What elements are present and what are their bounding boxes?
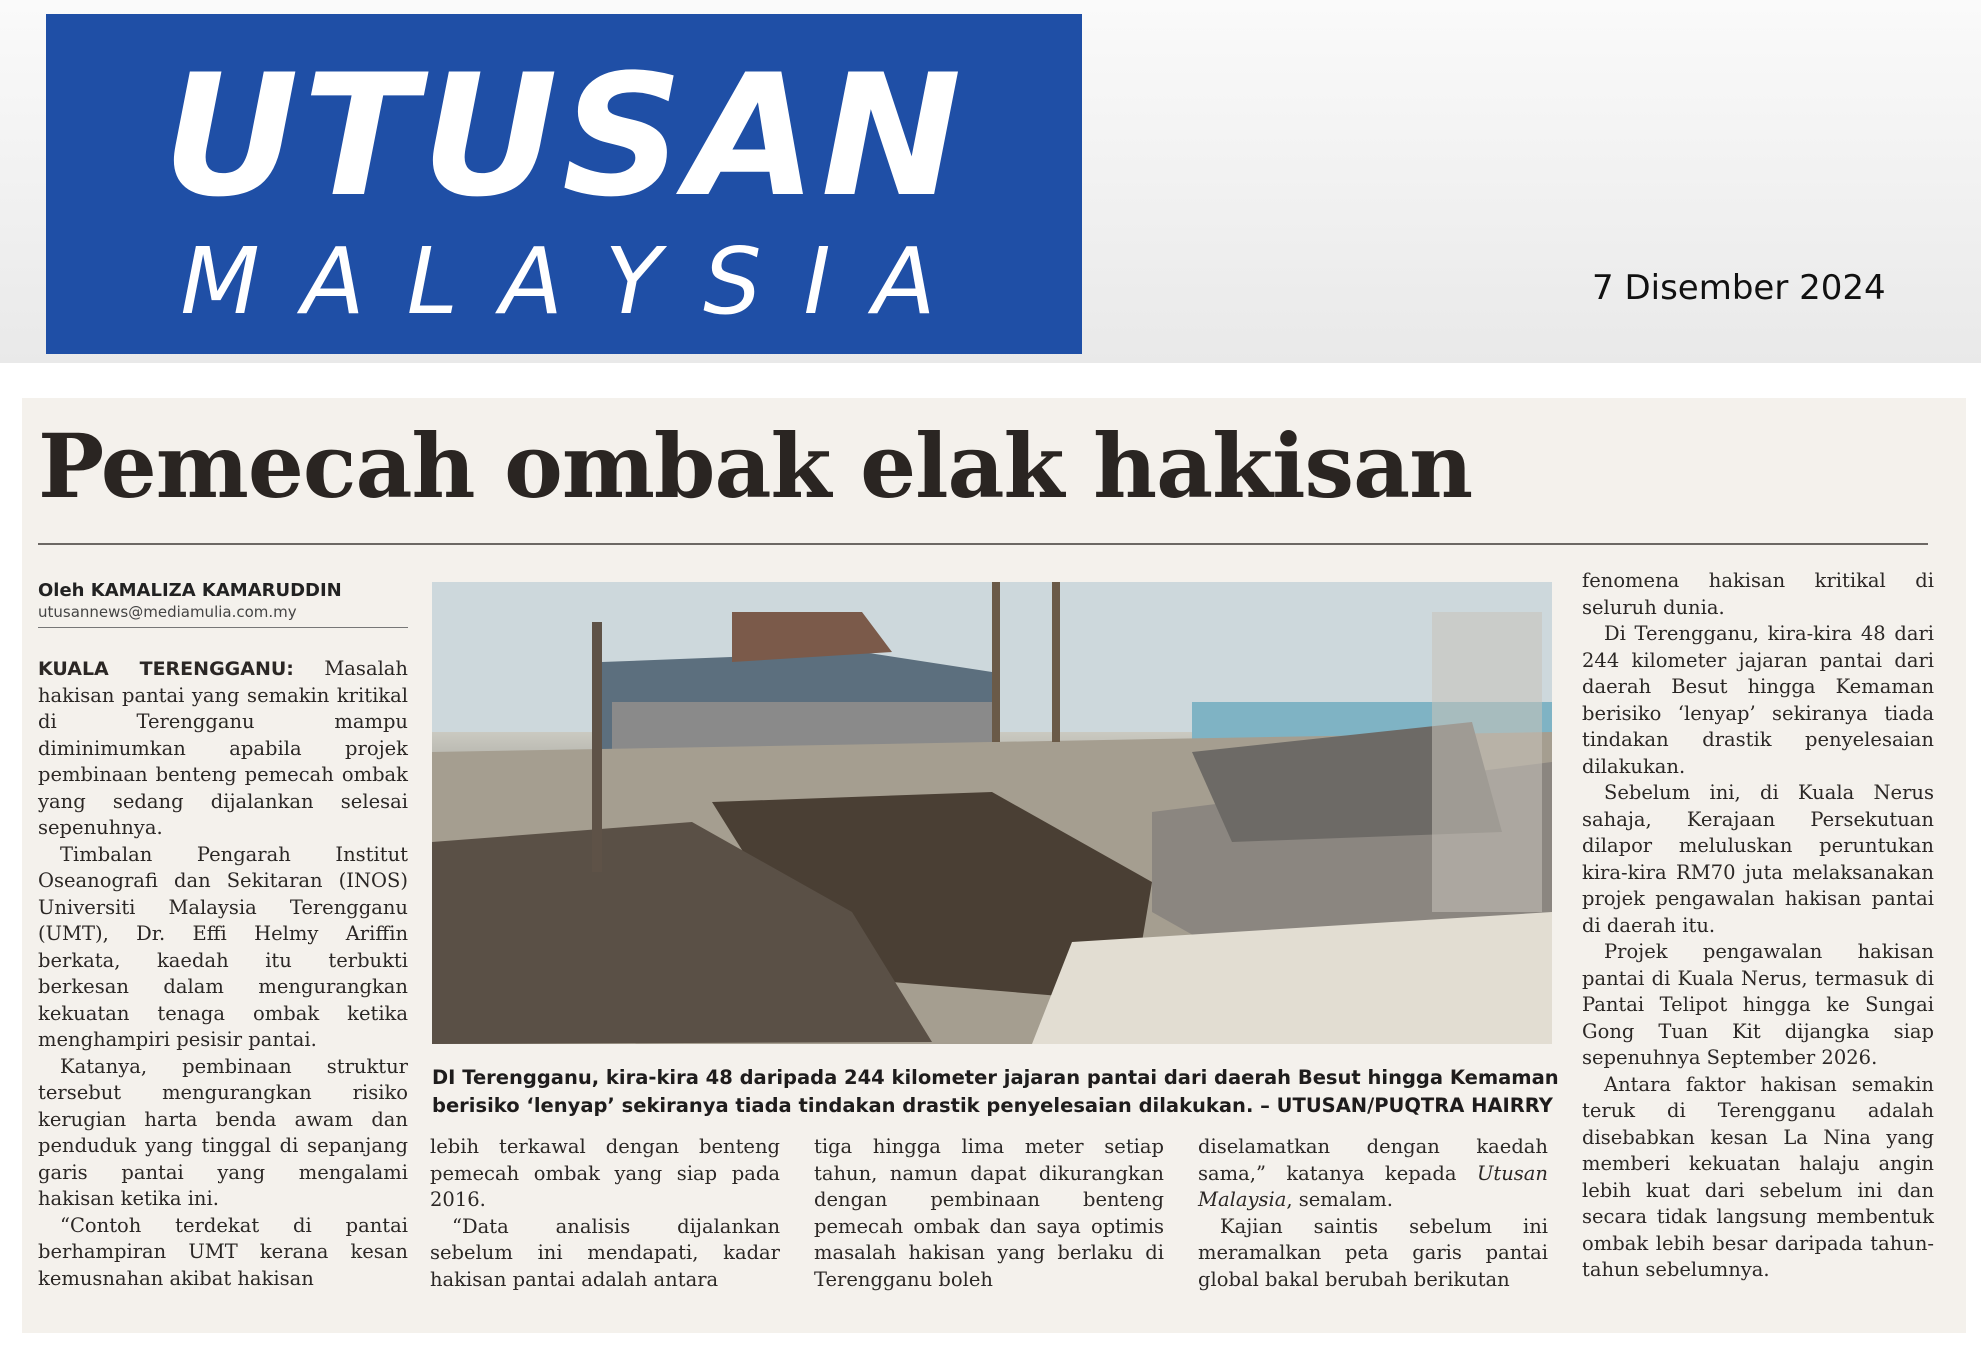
article-paragraph: Di Terengganu, kira-kira 48 dari 244 kilometer jajaran pantai dari daerah Besut hingga Kemaman berisiko ‘lenyap’ sekiranya tiada tindakan drastik penyelesaian dilakukan.	[1582, 622, 1934, 778]
byline	[38, 580, 408, 628]
paragraph-text: , semalam.	[1286, 1188, 1393, 1211]
eroded-beach-photo	[432, 582, 1552, 1044]
article-paragraph	[1198, 1134, 1548, 1214]
dateline: KUALA TERENGGANU:	[38, 658, 294, 680]
headline-divider	[38, 543, 1928, 545]
article-column-5	[1582, 568, 1934, 1284]
article-paragraph: “Contoh terdekat di pantai berhampiran UMT kerana kesan kemusnahan akibat hakisan	[38, 1213, 408, 1290]
article-paragraph: Antara faktor hakisan semakin teruk di Terengganu adalah disebabkan kesan La Nina yang memberi kekuatan halaju angin lebih kuat dari sebelum ini dan secara tidak langsung membentuk ombak lebih besar daripada tahun-tahun sebelumnya.	[1582, 1072, 1934, 1281]
paragraph-text: diselamatkan dengan kaedah sama,” katanya kepada	[1198, 1135, 1548, 1185]
newspaper-clipping	[22, 398, 1966, 1333]
byline-email: utusannews@mediamulia.com.my	[38, 603, 297, 621]
article-paragraph: Sebelum ini, di Kuala Nerus sahaja, Kerajaan Persekutuan dilapor meluluskan peruntukan kira-kira RM70 juta melaksanakan projek pengawalan hakisan pantai di daerah itu.	[1582, 781, 1934, 937]
header-band	[0, 0, 1981, 363]
byline-divider	[38, 627, 408, 628]
article-paragraph: “Data analisis dijalankan sebelum ini mendapati, kadar hakisan pantai adalah antara	[430, 1214, 780, 1291]
article-paragraph: Katanya, pembinaan struktur tersebut mengurangkan risiko kerugian harta benda awam dan penduduk yang tinggal di sepanjang garis pantai yang mengalami hakisan ketika ini.	[38, 1054, 408, 1210]
article-column-4	[1198, 1134, 1548, 1293]
photo-caption: DI Terengganu, kira-kira 48 daripada 244 kilometer jajaran pantai dari daerah Besut hingga Kemaman berisiko ‘lenyap’ sekiranya tiada tindakan drastik penyelesaian dilakukan. – UTUSAN/PUQTRA HAIRRY	[432, 1066, 1559, 1117]
article-column-1	[38, 656, 408, 1292]
article-photo	[432, 582, 1552, 1044]
paragraph-text: Masalah hakisan pantai yang semakin kritikal di Terengganu mampu diminimumkan apabila projek pembinaan benteng pemecah ombak yang sedang dijalankan selesai sepenuhnya.	[38, 657, 408, 839]
article-headline: Pemecah ombak elak hakisan	[38, 414, 1473, 518]
article-paragraph: Kajian saintis sebelum ini meramalkan peta garis pantai global bakal berubah berikutan	[1198, 1214, 1548, 1291]
newspaper-name: Utusan Malaysia	[1198, 1161, 1548, 1211]
article-column-2	[430, 1134, 780, 1293]
logo-wordmark-top: UTUSAN	[162, 38, 966, 234]
article-paragraph: fenomena hakisan kritikal di seluruh dunia.	[1582, 569, 1934, 619]
article-paragraph: tiga hingga lima meter setiap tahun, namun dapat dikurangkan dengan pembinaan benteng pemecah ombak dan saya optimis masalah hakisan yang berlaku di Terengganu boleh	[814, 1135, 1164, 1291]
logo-wordmark-bottom: MALAYSIA	[180, 228, 978, 335]
article-column-3	[814, 1134, 1164, 1293]
article-paragraph	[38, 656, 408, 842]
publication-date: 7 Disember 2024	[1592, 268, 1886, 308]
article-paragraph: Timbalan Pengarah Institut Oseanografi dan Sekitaran (INOS) Universiti Malaysia Terengganu (UMT), Dr. Effi Helmy Ariffin berkata, kaedah itu terbukti berkesan dalam mengurangkan kekuatan tenaga ombak ketika menghampiri pesisir pantai.	[38, 842, 408, 1051]
utusan-malaysia-logo	[46, 14, 1082, 354]
article-paragraph: Projek pengawalan hakisan pantai di Kuala Nerus, termasuk di Pantai Telipot hingga ke Sungai Gong Tuan Kit dijangka siap sepenuhnya September 2026.	[1582, 940, 1934, 1069]
article-paragraph: lebih terkawal dengan benteng pemecah ombak yang siap pada 2016.	[430, 1135, 780, 1211]
byline-author: Oleh KAMALIZA KAMARUDDIN	[38, 580, 342, 601]
